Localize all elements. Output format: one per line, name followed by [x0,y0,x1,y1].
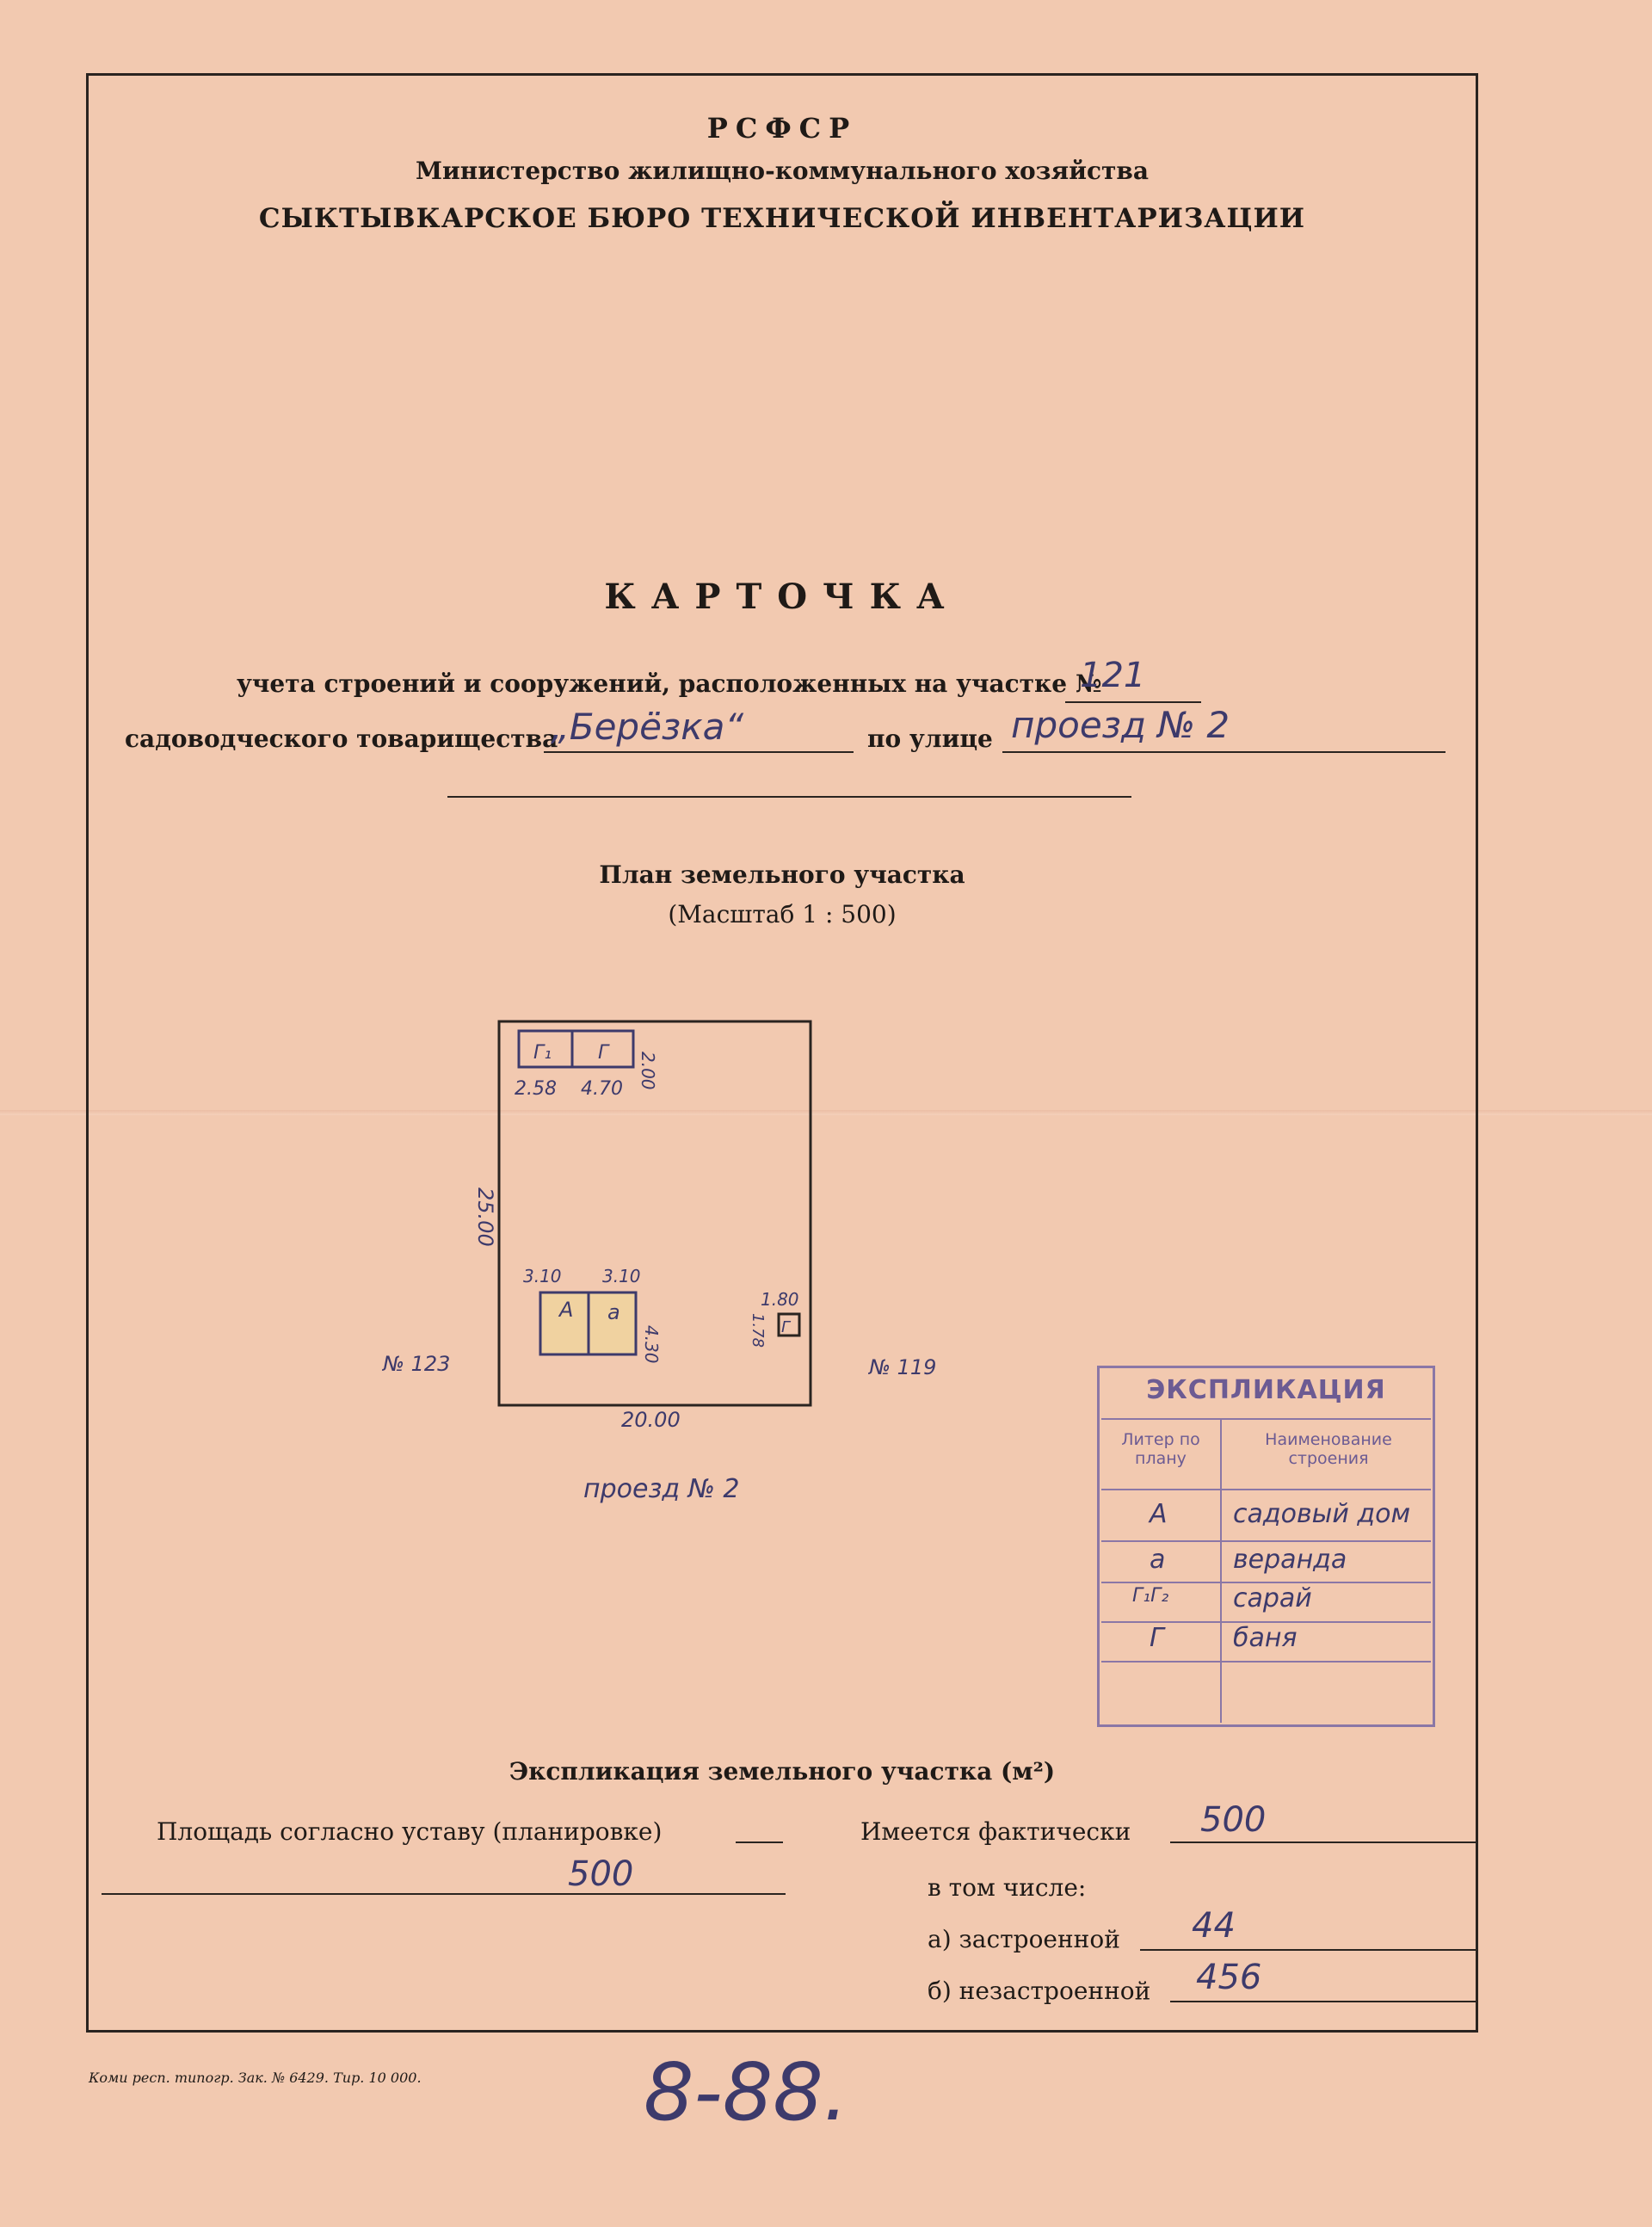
unbuilt-area-value: 456 [1196,1958,1262,1997]
stamp-rule [1101,1418,1431,1420]
printing-note: Коми респ. типогр. Зак. № 6429. Тир. 10 000. [89,2070,422,2086]
label-small-g: Г [781,1318,791,1336]
actual-area-value: 500 [1200,1800,1267,1840]
handwritten-date: 8-88. [644,2046,849,2138]
stamp-row-name: веранда [1233,1545,1347,1575]
built-area-label: а) застроенной [928,1925,1120,1953]
label-street-below: проезд № 2 [583,1474,740,1504]
org-line-bureau: СЫКТЫВКАРСКОЕ БЮРО ТЕХНИЧЕСКОЙ ИНВЕНТАРИЗАЦИИ [258,203,1306,234]
stamp-rule [1101,1540,1431,1542]
unbuilt-area-label: б) незастроенной [928,1977,1151,2005]
label-g: Г [598,1042,609,1064]
stamp-title: ЭКСПЛИКАЦИЯ [1146,1375,1386,1405]
stamp-row-name: садовый дом [1233,1499,1411,1529]
label-dim-200: 2.00 [638,1052,658,1090]
stamp-row-name: сарай [1233,1583,1312,1613]
plot-number-value: 121 [1080,656,1146,695]
stamp-row-name: баня [1233,1623,1298,1653]
label-house-a: А [559,1298,574,1322]
plan-scale: (Масштаб 1 : 500) [668,900,897,928]
org-line-ministry: Министерство жилищно-коммунального хозяйства [415,157,1150,185]
actual-area-label: Имеется фактически [860,1817,1131,1846]
stamp-row-letter: Г₁Г₂ [1132,1585,1169,1607]
stamp-rule [1101,1489,1431,1490]
line1-label: учета строений и сооружений, расположенных на участке № [237,669,1102,698]
charter-area-value: 500 [568,1854,634,1894]
unbuilt-underline [1170,2001,1478,2002]
society-name-value: „Берёзка“ [551,706,744,748]
stamp-row-letter: Г [1150,1623,1164,1653]
label-g1: Г₁ [533,1042,552,1064]
explication-title: Экспликация земельного участка (м²) [509,1757,1056,1786]
org-line-rsfsr: РСФСР [706,112,858,145]
line2-label: садоводческого товарищества [125,725,558,753]
label-dim-178: 1.78 [749,1313,767,1348]
label-dim-470: 4.70 [581,1078,623,1100]
label-dim-258: 2.58 [515,1078,557,1100]
label-dim-430: 4.30 [641,1325,662,1364]
charter-underline [102,1893,786,1895]
street-label: по улице [867,725,993,753]
label-neighbor-right: № 119 [869,1355,937,1379]
explication-stamp [1097,1366,1435,1727]
stamp-col2-header: Наименование строения [1265,1430,1392,1468]
label-dim-310b: 3.10 [602,1266,641,1286]
card-title: КАРТОЧКА [604,577,960,617]
street-value: проезд № 2 [1011,704,1230,746]
charter-underline-short [736,1841,783,1843]
label-dim-2000: 20.00 [621,1408,681,1432]
stamp-row-letter: а [1150,1545,1166,1575]
actual-underline [1170,1841,1478,1843]
including-label: в том числе: [928,1873,1087,1902]
label-dim-2500: 25.00 [473,1188,497,1247]
stamp-column-rule [1220,1420,1222,1723]
stamp-row-letter: А [1150,1499,1168,1529]
built-underline [1140,1949,1478,1951]
label-neighbor-left: № 123 [383,1352,451,1376]
built-area-value: 44 [1192,1906,1236,1946]
stamp-rule [1101,1661,1431,1663]
plan-title: План земельного участка [599,861,965,889]
charter-area-label: Площадь согласно уставу (планировке) [157,1817,663,1846]
label-veranda-a: а [607,1300,620,1324]
label-dim-180: 1.80 [761,1289,799,1310]
label-dim-310a: 3.10 [523,1266,562,1286]
stamp-col1-header: Литер по плану [1121,1430,1200,1468]
